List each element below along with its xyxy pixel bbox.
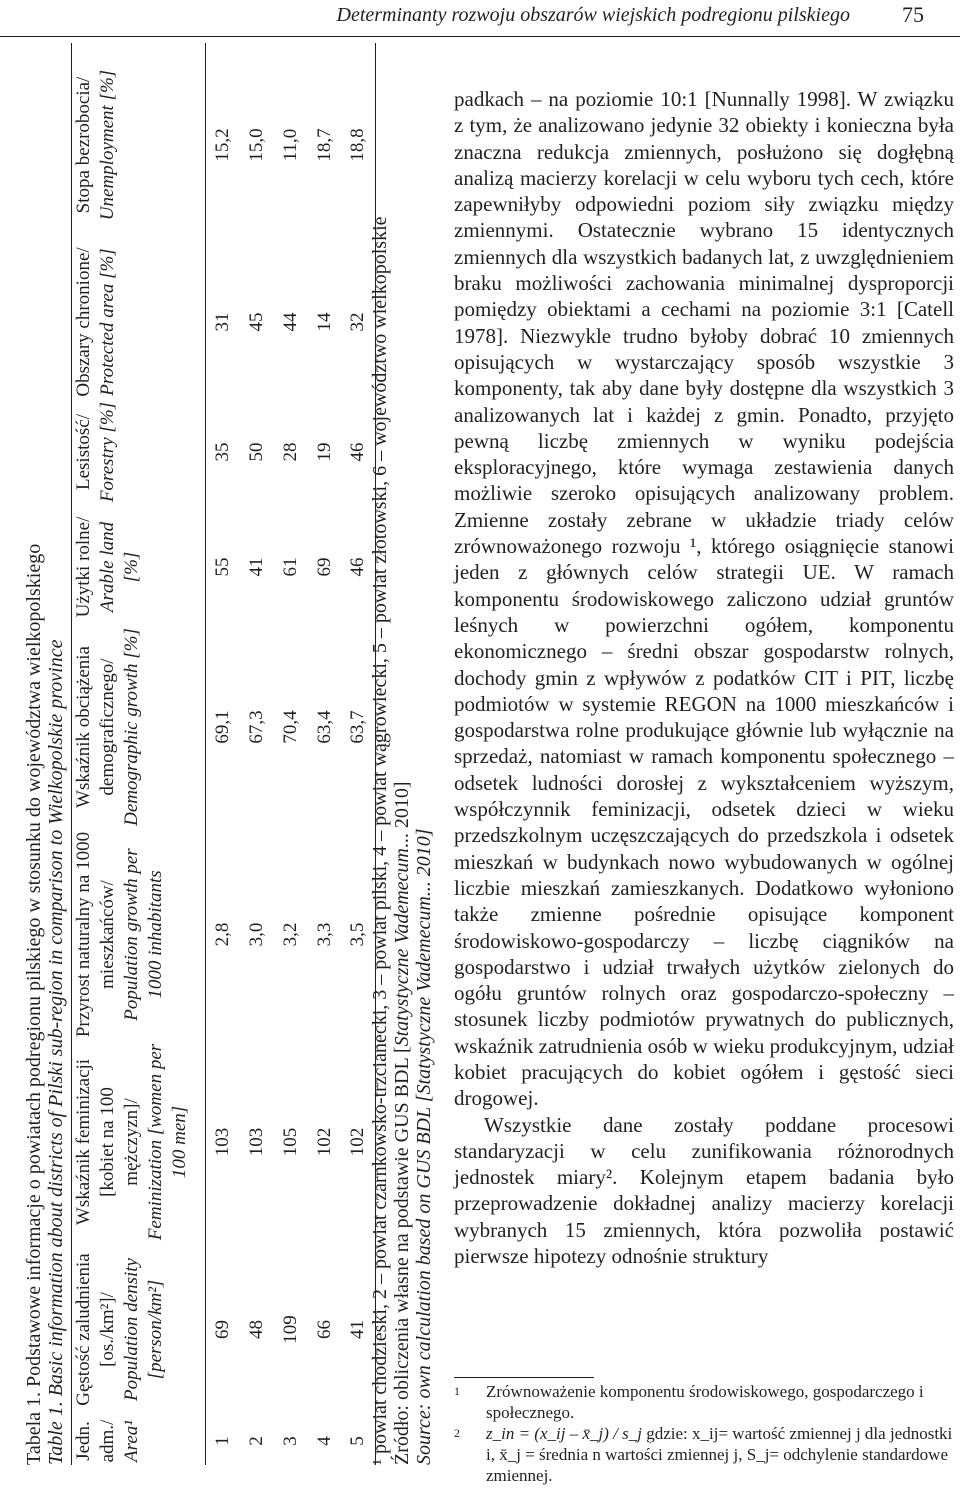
table-cell: 63,7 (342, 627, 376, 827)
table-cell: 18,8 (342, 43, 376, 247)
page-header (0, 4, 960, 34)
table-cell: 70,4 (279, 710, 301, 744)
standardization-formula: z_in = (x_ij – x̄_j) / s_j (486, 1424, 642, 1443)
table-cell: 11,0 (279, 128, 301, 162)
table-cell: 102 (313, 1127, 335, 1157)
col-header-area: Jedn. adm./ Area¹ (72, 1417, 206, 1465)
table-cell: 41 (342, 1242, 376, 1417)
footnotes (454, 1381, 954, 1486)
table-cell: 103 (211, 1127, 233, 1157)
area-legend-note: ¹ powiat chodzieski, 2 – powiat czarnkowsko-trzcianecki, 3 – powiat pilski, 4 – powiat wągrowiecki, 5 – powiat złotowski, 6 – województwo wielkopolskie (369, 216, 391, 1465)
footnote-1: 1 Zrównoważenie komponentu środowiskowego, gospodarczego i społecznego. (454, 1382, 924, 1422)
table-cell: 45 (245, 312, 267, 332)
body-paragraph: Wszystkie dane zostały poddane procesowi standaryzacji w celu zunifikowania różnorodnych jednostek miary². Kolejnym etapem badania było przeprowadzenie dokładnej analizy macierzy korelacji wybranych 15 zmiennych, która pozwoliła postawić pierwsze hipotezy odnośnie struktury (454, 1112, 954, 1269)
table-cell: 69 (313, 557, 335, 577)
table-cell: 3,2 (279, 922, 301, 947)
table-cell: 15,0 (245, 128, 267, 162)
body-paragraph: padkach – na poziomie 10:1 [Nunnally 1998]. W związku z tym, że analizowano jedynie 32 obiekty i konieczna była znaczna redukcja zmiennych, posłużono się dogłębną analizą macierzy korelacji w celu wyboru tych cech, które zapewniłyby odpowiedni poziom siły związku między zmiennymi. Ostatecznie wybrano 15 identycznych zmiennych dla wszystkich badanych lat, z uwzględnieniem braku możliwości zachowania minimalnej dysproporcji pomiędzy obiektami a cechami na poziomie 3:1 [Catell 1978]. Niezwykle trudno byłoby dobrać 10 zmiennych opisujących w wystarczający sposób wszystkie 3 komponenty, tak aby dane były dostępne dla wszystkich 3 analizowanych lat i każdej z gmin. Ponadto, przyjęto pewną liczbę zmiennych w wyniku podejścia eksploracyjnego, które wymaga zestawienia danych możliwie szeroko opisujących analizowany problem. Zmienne zostały zebrane w układzie triady celów zrównoważonego rozwoju ¹, którego osiągnięcie stanowi jeden z głównych celów strategii UE. W ramach komponentu środowiskowego zaliczono udział gruntów leśnych w powierzchni ogółem, komponentu ekonomicznego – średni obszar gospodarstw rolnych, dochody gmin z wpływów z podatków CIT i PIT, liczbę podmiotów w systemie REGON na 1000 mieszkańców i gospodarstwa rolne produkujące głównie lub wyłącznie na sprzedaż, natomiast w ramach komponentu społecznego – odsetek ludności dorosłej z wykształceniem wyższym, współczynnik feminizacji, odsetek dzieci w wieku przedszkolnym uczęszczających do przedszkola i odsetek mieszkań w budynkach nowo wybudowanych w ogólnej liczbie mieszkań zamieszkanych. Dodatkowo wyłoniono także zmienne pośrednie opisujące komponent środowiskowo-gospodarczy – liczbę ciągników na gospodarstwo i udział trwałych użytków zielonych do ogółu gruntów rolnych oraz gospodarczo-społeczny – stosunek liczby podmiotów prywatnych do publicznych, wskaźnik zatrudnienia osób w wieku produkcyjnym, udział kobiet pracujących do kobiet ogółem i gęstość sieci drogowej. (454, 87, 954, 1111)
table-cell: 18,7 (313, 128, 335, 162)
table-cell: 2 (245, 1436, 267, 1446)
table-cell: 32 (342, 247, 376, 397)
col-header-feminization: Wskaźnik feminizacji [kobiet na 100 mężczyzn]/ Feminization [women per 100 men] (72, 1042, 206, 1242)
table-cell: 5 (342, 1417, 376, 1465)
table-cell: 46 (342, 397, 376, 507)
table-cell: 55 (211, 557, 233, 577)
table-row (274, 43, 308, 1465)
table-cell: 69,1 (211, 710, 233, 744)
table-cell: 2,8 (211, 922, 233, 947)
table-cell: 109 (279, 1315, 301, 1344)
page-number: 75 (902, 2, 924, 27)
col-header-demographic: Wskaźnik obciążenia demograficznego/ Demographic growth [%] (72, 627, 206, 827)
col-header-unemployment: Stopa bezrobocia/ Unemployment [%] (72, 43, 206, 247)
body-text (454, 86, 954, 1269)
table-cell: 3 (279, 1436, 301, 1446)
table-cell: 44 (279, 312, 301, 332)
table-row (206, 43, 240, 1465)
rotated-table-block (23, 43, 443, 1465)
table-notes (369, 216, 435, 1465)
footnote-rule (454, 1377, 594, 1378)
footnote-2: 2 z_in = (x_ij – x̄_j) / s_j gdzie: x_ij= wartość zmiennej j dla jednostki i, x̄_j = średnia n wartości zmiennej j, S_j= odchylenie standardowe zmiennej. (454, 1424, 953, 1485)
table-cell: 3,3 (313, 922, 335, 947)
table-cell: 67,3 (245, 710, 267, 744)
table-cell: 15,2 (211, 128, 233, 162)
table-row (308, 43, 342, 1465)
table-cell: 63,4 (313, 710, 335, 744)
running-title: Determinanty rozwoju obszarów wiejskich podregionu pilskiego (336, 4, 850, 26)
table-cell: 105 (279, 1127, 301, 1157)
table-cell: 19 (313, 442, 335, 462)
col-header-protected: Obszary chronione/ Protected area [%] (72, 247, 206, 397)
col-header-forestry: Lesistość/ Forestry [%] (72, 397, 206, 507)
table-caption-en: Table 1. Basic information about districts of Pilski sub-region in comparison to Wielkopolskie province (45, 639, 67, 1465)
col-header-population-growth: Przyrost naturalny na 1000 mieszkańców/ Population growth per 1000 inhabitants (72, 827, 206, 1042)
col-header-density: Gęstość zaludnienia [os./km²]/ Population density [person/km²] (72, 1242, 206, 1417)
source-en: Source: own calculation based on GUS BDL [Statystyczne Vademecum... 2010] (413, 828, 435, 1465)
table-cell: 103 (245, 1127, 267, 1157)
table-row (240, 43, 274, 1465)
table-cell: 50 (245, 442, 267, 462)
table-cell: 41 (245, 557, 267, 577)
table-cell: 3,5 (342, 827, 376, 1042)
table-cell: 31 (211, 312, 233, 332)
table-cell: 102 (342, 1042, 376, 1242)
table-cell: 4 (313, 1436, 335, 1446)
source-pl: Źródło: obliczenia własne na podstawie GUS BDL [Statystyczne Vademecum... 2010] (391, 781, 413, 1465)
data-table (71, 43, 376, 1465)
table-cell: 48 (245, 1320, 267, 1339)
table-cell: 35 (211, 442, 233, 462)
header-rule (0, 36, 960, 37)
table-cell: 66 (313, 1320, 335, 1339)
table-cell: 69 (211, 1320, 233, 1339)
table-cell: 61 (279, 557, 301, 577)
table-cell: 28 (279, 442, 301, 462)
table-caption-pl: Tabela 1. Podstawowe informacje o powiatach podregionu pilskiego w stosunku do województwa wielkopolskiego (23, 543, 45, 1465)
table-cell: 46 (342, 507, 376, 627)
table-cell: 1 (211, 1436, 233, 1446)
col-header-arable: Użytki rolne/ Arable land [%] (72, 507, 206, 627)
table-cell: 3,0 (245, 922, 267, 947)
table-header-row (72, 43, 206, 1465)
table-cell: 14 (313, 312, 335, 332)
